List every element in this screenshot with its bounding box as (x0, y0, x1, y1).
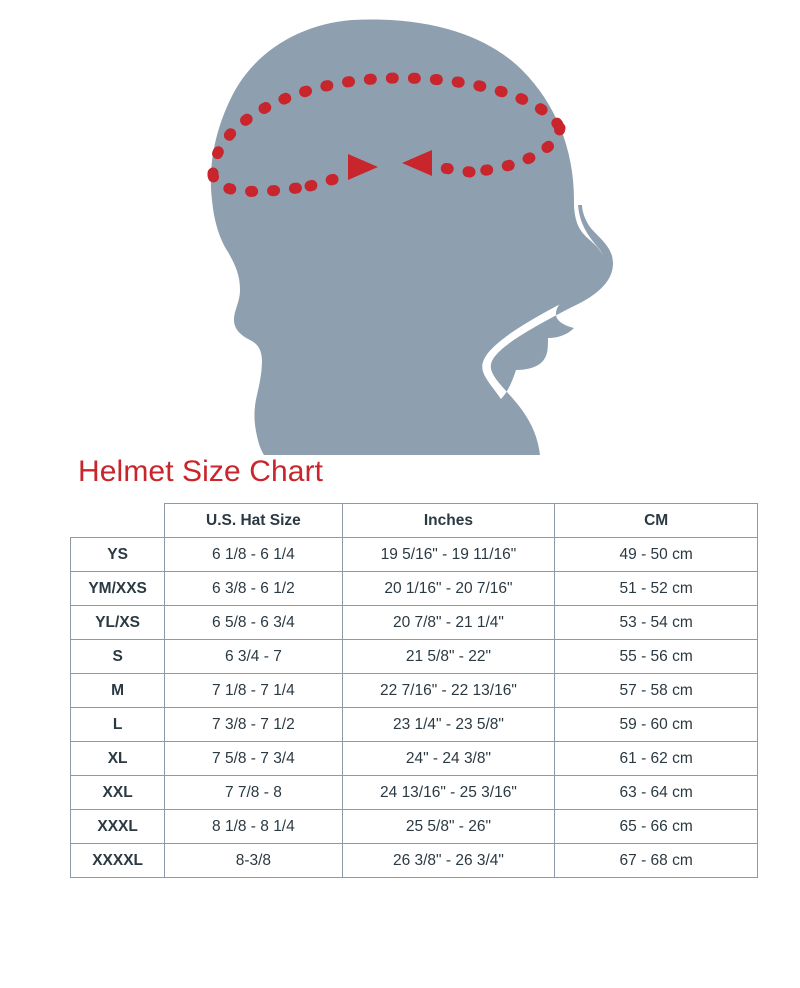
cell-cm: 57 - 58 cm (555, 674, 758, 708)
table-row (71, 776, 758, 810)
table-row (71, 844, 758, 878)
cell-cm: 67 - 68 cm (555, 844, 758, 878)
table-row (71, 674, 758, 708)
column-header-inches: Inches (342, 504, 555, 538)
table-row (71, 742, 758, 776)
size-label: XL (71, 742, 165, 776)
cell-hat-size: 7 3/8 - 7 1/2 (165, 708, 342, 742)
head-measurement-illustration (0, 0, 800, 455)
size-label: S (71, 640, 165, 674)
size-label: XXXXL (71, 844, 165, 878)
table-row (71, 538, 758, 572)
cell-hat-size: 7 1/8 - 7 1/4 (165, 674, 342, 708)
column-header-hat-size: U.S. Hat Size (165, 504, 342, 538)
cell-inches: 25 5/8" - 26" (342, 810, 555, 844)
column-header-cm: CM (555, 504, 758, 538)
cell-cm: 61 - 62 cm (555, 742, 758, 776)
cell-hat-size: 6 3/4 - 7 (165, 640, 342, 674)
cell-hat-size: 6 5/8 - 6 3/4 (165, 606, 342, 640)
head-diagram-svg (0, 0, 800, 455)
cell-inches: 20 1/16" - 20 7/16" (342, 572, 555, 606)
table-row (71, 572, 758, 606)
cell-hat-size: 7 7/8 - 8 (165, 776, 342, 810)
size-label: L (71, 708, 165, 742)
cell-inches: 21 5/8" - 22" (342, 640, 555, 674)
cell-cm: 55 - 56 cm (555, 640, 758, 674)
cell-inches: 22 7/16" - 22 13/16" (342, 674, 555, 708)
cell-cm: 51 - 52 cm (555, 572, 758, 606)
cell-inches: 20 7/8" - 21 1/4" (342, 606, 555, 640)
chart-title: Helmet Size Chart (78, 455, 324, 488)
size-label: YL/XS (71, 606, 165, 640)
size-label: XXL (71, 776, 165, 810)
cell-hat-size: 8-3/8 (165, 844, 342, 878)
cell-inches: 24" - 24 3/8" (342, 742, 555, 776)
size-table (70, 503, 758, 878)
cell-cm: 65 - 66 cm (555, 810, 758, 844)
cell-inches: 19 5/16" - 19 11/16" (342, 538, 555, 572)
head-silhouette (211, 19, 800, 455)
cell-hat-size: 8 1/8 - 8 1/4 (165, 810, 342, 844)
table-header-row (71, 504, 758, 538)
size-label: YS (71, 538, 165, 572)
column-header-size (71, 504, 165, 538)
size-label: M (71, 674, 165, 708)
cell-cm: 53 - 54 cm (555, 606, 758, 640)
cell-cm: 49 - 50 cm (555, 538, 758, 572)
cell-inches: 23 1/4" - 23 5/8" (342, 708, 555, 742)
table-row (71, 606, 758, 640)
cell-inches: 26 3/8" - 26 3/4" (342, 844, 555, 878)
helmet-size-chart (70, 455, 730, 878)
table-row (71, 810, 758, 844)
cell-cm: 63 - 64 cm (555, 776, 758, 810)
table-row (71, 708, 758, 742)
cell-hat-size: 6 3/8 - 6 1/2 (165, 572, 342, 606)
size-label: YM/XXS (71, 572, 165, 606)
cell-cm: 59 - 60 cm (555, 708, 758, 742)
cell-inches: 24 13/16" - 25 3/16" (342, 776, 555, 810)
size-label: XXXL (71, 810, 165, 844)
cell-hat-size: 6 1/8 - 6 1/4 (165, 538, 342, 572)
cell-hat-size: 7 5/8 - 7 3/4 (165, 742, 342, 776)
table-row (71, 640, 758, 674)
